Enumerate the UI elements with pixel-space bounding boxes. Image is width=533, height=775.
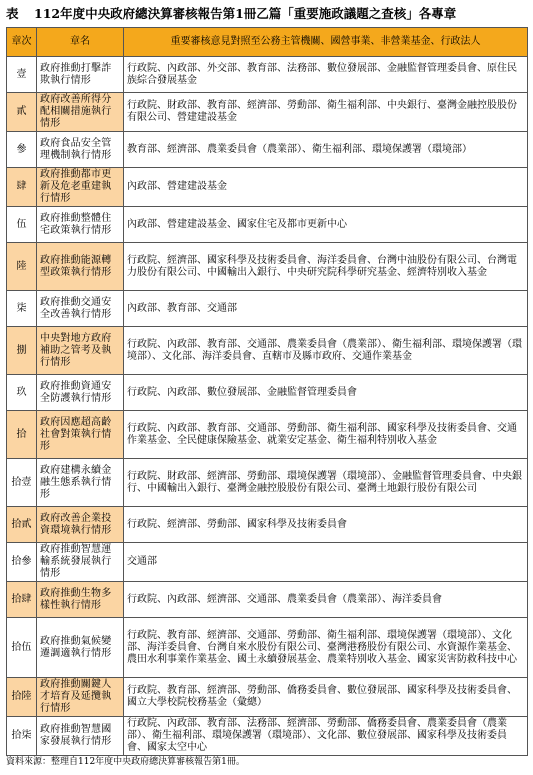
table-row <box>7 132 528 168</box>
chapter-agencies: 行政院、內政部、教育部、交通部、農業委員會（農業部）、衛生福利部、環境保護署（環境部）、文化部、海洋委員會、直轄市及縣市政府、交通作業基金 <box>124 327 528 375</box>
table-row <box>7 291 528 327</box>
chapter-name: 政府推動氣候變遷調適執行情形 <box>37 618 124 678</box>
table-row <box>7 243 528 291</box>
table-label: 表 <box>6 6 19 21</box>
chapter-agencies: 行政院、內政部、教育部、交通部、勞動部、衛生福利部、國家科學及技術委員會、交通作業基金、全民健康保險基金、就業安定基金、衛生福利特別收入基金 <box>124 411 528 459</box>
chapter-agencies: 行政院、內政部、經濟部、交通部、農業委員會（農業部）、海洋委員會 <box>124 582 528 618</box>
source-note: 資料來源：整理自112年度中央政府總決算審核報告第1冊。 <box>6 757 245 767</box>
chapter-agencies: 行政院、內政部、教育部、法務部、經濟部、勞動部、僑務委員會、農業委員會（農業部）、衛生福利部、環境保護署（環境部）、文化部、數位發展部、國家科學及技術委員會、國家太空中心 <box>124 717 528 756</box>
table-row <box>7 582 528 618</box>
chapter-agencies: 教育部、經濟部、農業委員會（農業部）、衛生福利部、環境保護署（環境部） <box>124 132 528 168</box>
table-row <box>7 543 528 582</box>
chapter-agencies: 內政部、營建建設基金、國家住宅及都市更新中心 <box>124 207 528 243</box>
chapter-number: 捌 <box>7 327 37 375</box>
chapter-number: 拾肆 <box>7 582 37 618</box>
chapter-name: 政府推動能源轉型政策執行情形 <box>37 243 124 291</box>
chapter-agencies: 行政院、財政部、經濟部、勞動部、環境保護署（環境部）、金融監督管理委員會、中央銀行、中國輸出入銀行、臺灣金融控股股份有限公司、臺灣土地銀行股份有限公司 <box>124 459 528 507</box>
chapter-number: 柒 <box>7 291 37 327</box>
chapter-number: 貳 <box>7 93 37 132</box>
chapter-table <box>6 27 528 756</box>
chapter-agencies: 行政院、經濟部、國家科學及技術委員會、海洋委員會、台灣中油股份有限公司、台灣電力股份有限公司、中國輸出入銀行、中央研究院科學研究基金、經濟特別收入基金 <box>124 243 528 291</box>
table-row <box>7 507 528 543</box>
chapter-name: 政府推動智慧國家發展執行情形 <box>37 717 124 756</box>
chapter-number: 參 <box>7 132 37 168</box>
chapter-number: 拾參 <box>7 543 37 582</box>
table-row <box>7 168 528 207</box>
column-header-agencies: 重要審核意見對照至公務主管機關、國營事業、非營業基金、行政法人 <box>124 28 528 57</box>
table-row <box>7 375 528 411</box>
column-header-chapter: 章次 <box>7 28 37 57</box>
chapter-number: 伍 <box>7 207 37 243</box>
table-row <box>7 459 528 507</box>
chapter-agencies: 行政院、財政部、教育部、經濟部、勞動部、衛生福利部、中央銀行、臺灣金融控股股份有限公司、營建建設基金 <box>124 93 528 132</box>
chapter-number: 拾壹 <box>7 459 37 507</box>
table-row <box>7 618 528 678</box>
chapter-number: 拾柒 <box>7 717 37 756</box>
table-row <box>7 93 528 132</box>
table-row <box>7 717 528 756</box>
table-row <box>7 678 528 717</box>
chapter-number: 拾陸 <box>7 678 37 717</box>
chapter-number: 拾 <box>7 411 37 459</box>
table-row <box>7 207 528 243</box>
chapter-name: 政府改善所得分配相關措施執行情形 <box>37 93 124 132</box>
chapter-name: 政府推動生物多樣性執行情形 <box>37 582 124 618</box>
chapter-name: 政府因應超高齡社會對策執行情形 <box>37 411 124 459</box>
column-header-name: 章名 <box>37 28 124 57</box>
chapter-agencies: 行政院、教育部、經濟部、勞動部、僑務委員會、數位發展部、國家科學及技術委員會、國立大學校院校務基金（彙總） <box>124 678 528 717</box>
chapter-agencies: 內政部、營建建設基金 <box>124 168 528 207</box>
chapter-name: 政府推動智慧運輸系統發展執行情形 <box>37 543 124 582</box>
chapter-number: 陸 <box>7 243 37 291</box>
chapter-name: 政府食品安全管理機制執行情形 <box>37 132 124 168</box>
chapter-name: 政府推動關鍵人才培育及延攬執行情形 <box>37 678 124 717</box>
chapter-number: 玖 <box>7 375 37 411</box>
table-row <box>7 327 528 375</box>
chapter-name: 政府推動都市更新及危老重建執行情形 <box>37 168 124 207</box>
chapter-number: 肆 <box>7 168 37 207</box>
table-row <box>7 411 528 459</box>
chapter-name: 中央對地方政府補助之管考及執行情形 <box>37 327 124 375</box>
chapter-agencies: 內政部、教育部、交通部 <box>124 291 528 327</box>
chapter-name: 政府推動整體住宅政策執行情形 <box>37 207 124 243</box>
chapter-name: 政府推動打擊詐欺執行情形 <box>37 57 124 93</box>
chapter-name: 政府改善企業投資環境執行情形 <box>37 507 124 543</box>
table-header-row <box>7 28 528 57</box>
chapter-agencies: 行政院、教育部、經濟部、交通部、勞動部、衛生福利部、環境保護署（環境部）、文化部、海洋委員會、台灣自來水股份有限公司、臺灣港務股份有限公司、水資源作業基金、農田水利事業作業基金、國土永續發展基金、農業特別收入基金、國家災害防救科技中心 <box>124 618 528 678</box>
chapter-name: 政府推動交通安全改善執行情形 <box>37 291 124 327</box>
chapter-number: 拾伍 <box>7 618 37 678</box>
chapter-agencies: 交通部 <box>124 543 528 582</box>
table-title-text: 112年度中央政府總決算審核報告第1冊乙篇「重要施政議題之查核」各專章 <box>34 6 457 21</box>
table-title <box>6 4 527 24</box>
chapter-name: 政府推動資通安全防護執行情形 <box>37 375 124 411</box>
chapter-number: 壹 <box>7 57 37 93</box>
table-body <box>7 57 528 756</box>
chapter-agencies: 行政院、經濟部、勞動部、國家科學及技術委員會 <box>124 507 528 543</box>
chapter-name: 政府建構永續金融生態系執行情形 <box>37 459 124 507</box>
chapter-number: 拾貳 <box>7 507 37 543</box>
chapter-agencies: 行政院、內政部、數位發展部、金融監督管理委員會 <box>124 375 528 411</box>
table-row <box>7 57 528 93</box>
chapter-agencies: 行政院、內政部、外交部、教育部、法務部、數位發展部、金融監督管理委員會、原住民族綜合發展基金 <box>124 57 528 93</box>
